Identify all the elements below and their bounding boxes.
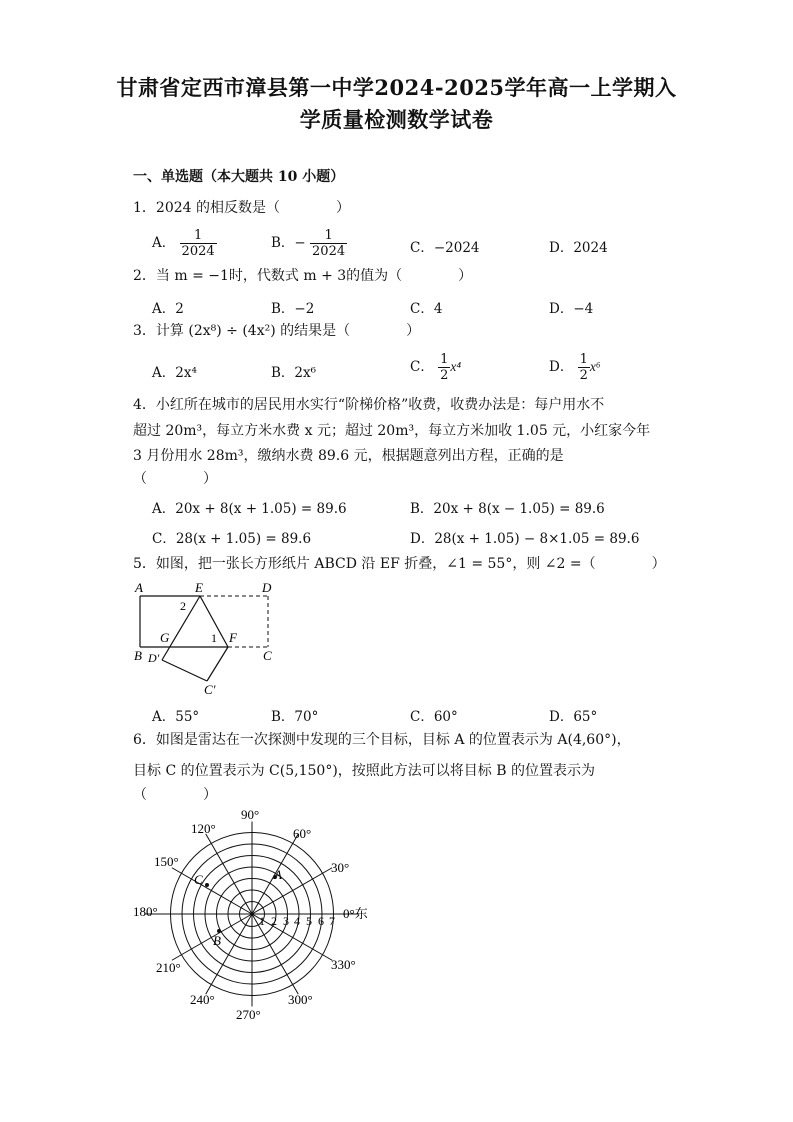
q4-option-a: A．20x + 8(x + 1.05) = 89.6 <box>152 501 347 517</box>
question-6-line1: 6．如图是雷达在一次探测中发现的三个目标，目标 A 的位置表示为 A(4,60°)， <box>133 732 631 748</box>
q1-b-numerator: 1 <box>310 228 347 244</box>
target-label-c: C <box>194 872 203 887</box>
q4-option-c: C．28(x + 1.05) = 89.6 <box>152 531 312 547</box>
fold-label: E <box>195 580 203 595</box>
page-title-line1: 甘肃省定西市漳县第一中学2024-2025学年高一上学期入 <box>116 75 677 100</box>
radar-angle-label: 270° <box>236 1007 261 1022</box>
question-3-stem: 3．计算 (2x⁸) ÷ (4x²) 的结果是（ ） <box>133 323 421 339</box>
q5-option-b: B．70° <box>271 709 319 725</box>
radar-ring-label: 3 <box>283 914 289 928</box>
radar-ring-label: 4 <box>294 914 300 928</box>
q1-b-denominator: 2024 <box>312 244 346 259</box>
question-5-stem: 5．如图，把一张长方形纸片 ABCD 沿 EF 折叠，∠1 = 55°，则 ∠2 =（ ） <box>133 556 666 572</box>
radar-ray <box>252 868 332 914</box>
q2-option-a: A．2 <box>152 301 184 317</box>
q1-option-a <box>152 228 217 259</box>
radar-angle-label: 180° <box>133 904 158 919</box>
q1-option-c: C．−2024 <box>410 240 480 256</box>
radar-ring-label: 2 <box>271 914 277 928</box>
question-4-line3: 3 月份用水 28m³，缴纳水费 89.6 元，根据题意列出方程，正确的是 <box>133 448 564 464</box>
q3-d-term: x⁶ <box>589 359 601 374</box>
question-1-stem: 1．2024 的相反数是（ ） <box>133 200 350 216</box>
section-heading: 一、单选题（本大题共 10 小题） <box>133 169 345 185</box>
q3-c-denominator: 2 <box>440 368 449 383</box>
radar-angle-label: 240° <box>190 992 215 1007</box>
q1-option-d: D．2024 <box>549 240 608 256</box>
radar-angle-label: 120° <box>191 821 216 836</box>
q2-option-b: B．−2 <box>271 301 315 317</box>
q3-d-denominator: 2 <box>579 368 588 383</box>
radar-angle-label: 30° <box>331 860 350 875</box>
radar-angle-label: 60° <box>293 826 312 841</box>
radar-angle-label: 90° <box>241 807 260 822</box>
radar-ray <box>172 914 252 960</box>
question-4-line4: （ ） <box>133 471 217 487</box>
radar-angle-label: 0°东 <box>343 906 368 921</box>
radar-ring-label: 1 <box>259 914 265 928</box>
q3-option-d <box>549 352 601 383</box>
q4-option-b: B．20x + 8(x − 1.05) = 89.6 <box>410 501 605 517</box>
question-4-line2: 超过 20m³，每立方米水费 x 元；超过 20m³，每立方米加收 1.05 元，小红家今年 <box>133 423 651 439</box>
radar-angle-label: 300° <box>288 992 313 1007</box>
fold-label: D <box>262 580 272 595</box>
q5-option-c: C．60° <box>410 709 458 725</box>
q1-a-numerator: 1 <box>180 228 217 244</box>
q1-option-a-label: A． <box>152 235 176 251</box>
radar-ring-label: 7 <box>329 914 335 928</box>
q4-option-d: D．28(x + 1.05) − 8×1.05 = 89.6 <box>410 531 640 547</box>
fold-label: G <box>160 630 170 645</box>
q3-d-numerator: 1 <box>579 352 588 367</box>
q3-c-term: x⁴ <box>450 359 462 374</box>
target-label-a: A <box>274 867 282 882</box>
fold-label: 2 <box>180 599 186 613</box>
question-6-line3: （ ） <box>133 787 217 803</box>
radar-ray <box>206 834 252 914</box>
q3-option-c <box>410 352 461 383</box>
q3-option-d-label: D． <box>549 359 574 375</box>
fold-label: F <box>229 630 237 645</box>
q2-option-d: D．−4 <box>549 301 594 317</box>
q1-option-b-label: B．− <box>271 235 306 251</box>
radar-ray <box>172 868 252 914</box>
fold-label: C <box>263 648 272 663</box>
question-4-line1: 4．小红所在城市的居民用水实行“阶梯价格”收费，收费办法是：每户用水不 <box>133 397 605 413</box>
radar-rays <box>146 822 359 1007</box>
q1-option-b <box>271 228 347 259</box>
q5-option-a: A．55° <box>152 709 200 725</box>
q5-option-d: D．65° <box>549 709 598 725</box>
fold-label: 1 <box>211 631 217 645</box>
radar-ray <box>206 914 252 994</box>
radar-angle-label: 150° <box>154 854 179 869</box>
question-6-line2: 目标 C 的位置表示为 C(5,150°)，按照此方法可以将目标 B 的位置表示为 <box>133 763 595 779</box>
question-2-stem: 2．当 m = −1时，代数式 m + 3的值为（ ） <box>133 268 473 284</box>
target-label-b: B <box>213 933 221 948</box>
fold-label: B <box>134 648 142 663</box>
radar-figure <box>130 806 390 1024</box>
radar-angle-label: 330° <box>331 957 356 972</box>
radar-ring-label: 6 <box>318 914 324 928</box>
fold-figure <box>130 578 280 700</box>
q3-option-a: A．2x⁴ <box>152 365 197 381</box>
fold-label: C′ <box>204 682 216 697</box>
radar-ring-label: 5 <box>306 914 312 928</box>
page-title-line2: 学质量检测数学试卷 <box>299 107 494 132</box>
radar-angle-label: 210° <box>156 960 181 975</box>
fold-label: A <box>135 580 143 595</box>
q3-option-b: B．2x⁶ <box>271 365 317 381</box>
q3-c-numerator: 1 <box>440 352 449 367</box>
fold-label: D′ <box>148 651 160 665</box>
q3-option-c-label: C． <box>410 359 434 375</box>
target-c-point <box>205 883 209 887</box>
q1-a-denominator: 2024 <box>181 244 215 259</box>
q2-option-c: C．4 <box>410 301 443 317</box>
